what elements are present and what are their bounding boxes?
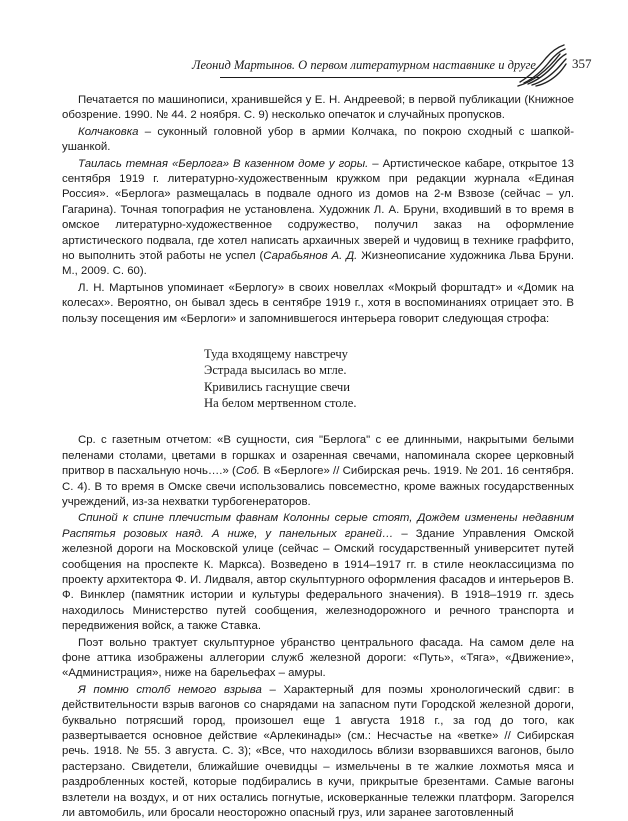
poem-line: Кривились гаснущие свечи (204, 379, 350, 394)
italic-text: Соб. (235, 465, 260, 478)
italic-text: Я помню столб немого взрыва (78, 683, 262, 696)
text-run: Л. Н. Мартынов упоминает «Берлогу» в своих новеллах «Мокрый форштадт» и «Домик на колесах». Вероятно, он бывал здесь в сентябре 1919 г., хотя в воспоминаниях отрицает это. В пользу посещения им «Берлоги» и запомнившегося интерьера говорит следующая строфа: (62, 281, 574, 325)
text-run: Ср. с газетным отчетом: «В сущности, сия "Берлога" с ее длинными, накрытыми белыми пеленами столами, цветами в горшках и озаренная свечами, напоминала скорее церковный притвор в пасхальную ночь….» ( (62, 434, 574, 478)
text-run: – суконный головной убор в армии Колчака, по покрою сходный с шапкой-ушанкой. (62, 125, 574, 154)
paragraphs-after-poem (62, 433, 574, 821)
text-run: Поэт вольно трактует скульптурное убранство центрального фасада. На самом деле на фоне аттика изображены аллегории служб железной дороги: «Путь», «Тяга», «Движение», «Администрация», ниже на барельефах – амуры. (62, 636, 574, 680)
paragraph (62, 433, 574, 510)
italic-text: Колчаковка (78, 125, 139, 138)
page-number: 357 (572, 56, 592, 71)
paragraph (62, 93, 574, 124)
text-run: Жизнеописание художника Льва Бруни. М., 2009. С. 60). (62, 250, 574, 278)
text-run: – Характерный для поэмы хронологический сдвиг: в действительности взрыв вагонов со снарядами на запасном пути Городской железной дороги, буквально потрясший город, произошел еще 1 августа 1918 г., за год до того, как развертывается основное действие «Арлекинады» (см.: Несчастье на «ветке» // Сибирская речь. 1918. № 55. 3 августа. С. 3); «Все, что находилось вблизи взорвавшихся вагонов, было растерзано. Свидетели, ближайшие очевидцы – измельчены в те жалкие лохмотья мяса и раздробленных костей, которые подбирались в кучи, прикрытые брезентами. Самые вагоны взлетели на воздух, и от них остались погнутые, исковерканные тележки платформ. Загорелся ли автомобиль, или бросали неосторожно опасный груз, или заранее заготовленный (62, 683, 574, 820)
feather-ornament-icon (516, 42, 568, 88)
paragraph (62, 125, 574, 156)
italic-text: Таилась темная «Берлога» В казенном доме у горы. (78, 157, 369, 170)
header-rule (220, 77, 540, 78)
poem-line: Туда входящему навстречу (204, 347, 348, 362)
text-run: – Артистическое кабаре, открытое 13 сентября 1919 г. литературно-художественным кружком при редакции журнала «Единая Россия». «Берлога» размещалась в подвале одного из домов на 2-м Взвозе (сейчас – ул. Гагарина). Точная топография не установлена. Художник Л. А. Бруни, входивший в то время в омское литературно-художественное содружество, получил заказ на оформление артистического подвала, где хотел написать архаичных зверей и чудовищ в технике граффито, но выполнить этой работы не успел ( (62, 157, 574, 263)
text-run: Печатается по машинописи, хранившейся у Е. Н. Андреевой; в первой публикации (Книжное обозрение. 1990. № 44. 2 ноября. С. 9) несколько опечаток и случайных пропусков. (62, 94, 574, 122)
running-header (191, 55, 540, 79)
italic-text: Спиной к спине плечистым фавнам Колонны серые стоят, Дождем изменены недавним Распятья розовых наяд. А ниже, у панельных граней… (62, 512, 574, 540)
italic-text: Сарабьянов А. Д. (263, 250, 358, 263)
poem-line: На белом мертвенном столе. (204, 395, 357, 410)
paragraph (62, 157, 574, 280)
body-text (62, 93, 574, 821)
text-run: – Здание Управления Омской железной дороги на Московской улице (сейчас – Омский государственный университет путей сообщения на проспекте К. Маркса). Возведено в 1914–1917 гг. в стиле неоклассицизма по проекту архитектора Ф. И. Лидваля, автор скульптурного оформления фасадов и интерьеров В. Ф. Винклер (памятник истории и культуры федерального значения). В 1918–1919 гг. здесь находилось Министерство путей сообщения, железнодорожного и речного транспорта и передвижения войск, а также Ставка. (62, 527, 574, 633)
paragraph (62, 511, 574, 634)
paragraphs-before-poem (62, 93, 574, 327)
poem-stanza (204, 346, 574, 411)
running-header-title: Леонид Мартынов. О первом литературном наставнике и друге (191, 58, 536, 72)
paragraph (62, 281, 574, 327)
poem-line: Эстрада высилась во мгле. (204, 363, 347, 378)
text-run: В «Берлоге» // Сибирская речь. 1919. № 201. 16 сентября. С. 4). В то время в Омске свечи использовались повсеместно, кроме важных государственных учреждений, из-за нехватки турбогенераторов. (62, 465, 574, 508)
paragraph (62, 683, 574, 821)
paragraph (62, 636, 574, 682)
